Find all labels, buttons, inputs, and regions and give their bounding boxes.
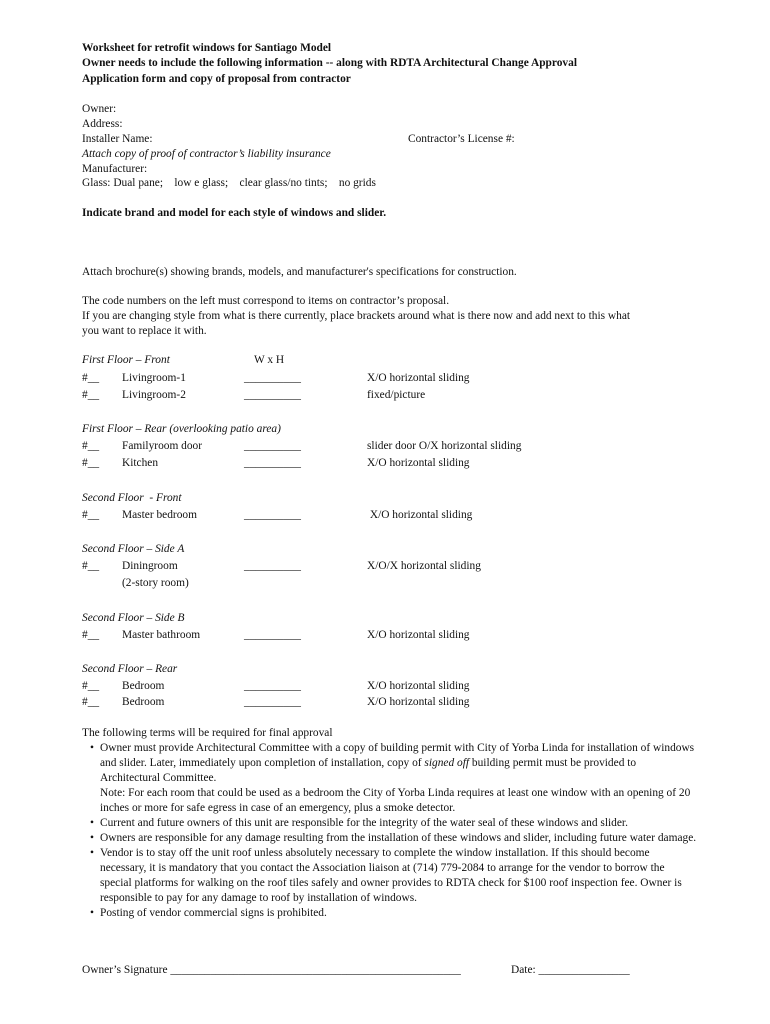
dimension-blank: __________	[244, 629, 301, 641]
bullet: •	[90, 832, 94, 844]
window-style: X/O horizontal sliding	[367, 680, 470, 692]
term-water-seal	[88, 816, 698, 831]
section-title: Second Floor – Side A	[82, 543, 185, 555]
window-style: X/O/X horizontal sliding	[367, 560, 481, 572]
room-name: Livingroom-2	[122, 389, 186, 401]
window-code-number: #__	[82, 560, 100, 572]
room-name: Bedroom	[122, 680, 165, 692]
dimension-blank: __________	[244, 372, 301, 384]
term-emphasis: signed off	[424, 757, 470, 769]
window-code-number: #__	[82, 440, 100, 452]
dimension-blank: __________	[244, 440, 301, 452]
term-damage-responsibility	[88, 831, 698, 846]
room-name: Familyroom door	[122, 440, 203, 452]
term-building-permit	[88, 741, 698, 816]
term-roof-access	[88, 846, 698, 906]
section-title: First Floor – Front	[82, 354, 170, 366]
bullet: •	[90, 907, 94, 919]
term-text: Owner must provide Architectural Committee with a copy of building permit with City of Yorba Linda for installation of windows and slider. Later, immediately upon completion of installation, copy of	[100, 742, 695, 769]
section-title: Second Floor - Front	[82, 492, 182, 504]
window-style: X/O horizontal sliding	[367, 457, 470, 469]
bullet: •	[90, 742, 94, 754]
window-code-number: #__	[82, 509, 100, 521]
room-name: Master bathroom	[122, 629, 201, 641]
window-code-number: #__	[82, 372, 100, 384]
signature-date-line[interactable]: Date: ________________	[511, 964, 630, 976]
code-note-line1: The code numbers on the left must correspond to items on contractor’s proposal.	[82, 295, 450, 307]
window-style: X/O horizontal sliding	[367, 509, 473, 521]
window-style: slider door O/X horizontal sliding	[367, 440, 522, 452]
term-text: building permit must be provided to Architectural Committee.	[100, 757, 637, 784]
term-vendor-signs	[88, 906, 698, 921]
window-code-number: #__	[82, 696, 100, 708]
contractor-license-label: Contractor’s License #:	[408, 133, 515, 145]
window-style: X/O horizontal sliding	[367, 696, 470, 708]
attach-brochure-instruction: Attach brochure(s) showing brands, models, and manufacturer's specifications for construction.	[82, 266, 517, 278]
code-note-line3: you want to replace it with.	[82, 325, 207, 337]
room-name: Livingroom-1	[122, 372, 186, 384]
term-text: Vendor is to stay off the unit roof unless absolutely necessary to complete the window installation. If this should become necessary, it is mandatory that you contact the Association liaison at (714) 779-2084 to arrange for the vendor to borrow the special platforms for walking on the roof tiles safely and owner provides to RDTA check for $100 roof inspection fee. Owner is responsible to pay for any damage to roof by installation of windows.	[100, 847, 682, 904]
window-code-number: #__	[82, 389, 100, 401]
window-style: X/O horizontal sliding	[367, 372, 470, 384]
window-code-number: #__	[82, 629, 100, 641]
owner-signature-line[interactable]: Owner’s Signature ___________________________________________________	[82, 964, 461, 976]
header-instructions-line2: Application form and copy of proposal from contractor	[82, 73, 351, 85]
section-title: Second Floor – Rear	[82, 663, 178, 675]
room-name: Diningroom	[122, 560, 178, 572]
worksheet-title: Worksheet for retrofit windows for Santiago Model	[82, 42, 332, 54]
window-style: fixed/picture	[367, 389, 426, 401]
installer-name-label: Installer Name:	[82, 133, 153, 145]
room-note: (2-story room)	[122, 577, 189, 589]
section-title: First Floor – Rear (overlooking patio area)	[82, 423, 281, 435]
term-text: Owners are responsible for any damage resulting from the installation of these windows and slider, including future water damage.	[100, 832, 697, 844]
room-name: Master bedroom	[122, 509, 197, 521]
bullet: •	[90, 847, 94, 859]
window-code-number: #__	[82, 457, 100, 469]
window-code-number: #__	[82, 680, 100, 692]
wxh-column-header: W x H	[254, 354, 285, 366]
room-name: Kitchen	[122, 457, 159, 469]
terms-intro: The following terms will be required for final approval	[82, 727, 333, 739]
dimension-blank: __________	[244, 509, 301, 521]
dimension-blank: __________	[244, 680, 301, 692]
manufacturer-label: Manufacturer:	[82, 163, 148, 175]
dimension-blank: __________	[244, 696, 301, 708]
glass-specification: Glass: Dual pane; low e glass; clear glass/no tints; no grids	[82, 177, 376, 189]
section-title: Second Floor – Side B	[82, 612, 185, 624]
dimension-blank: __________	[244, 389, 301, 401]
owner-field-label: Owner:	[82, 103, 117, 115]
liability-insurance-note: Attach copy of proof of contractor’s liability insurance	[82, 148, 331, 160]
terms-list	[88, 741, 698, 921]
term-text: Current and future owners of this unit are responsible for the integrity of the water seal of these windows and slider.	[100, 817, 628, 829]
dimension-blank: __________	[244, 560, 301, 572]
indicate-brand-instruction: Indicate brand and model for each style of windows and slider.	[82, 207, 387, 219]
address-field-label: Address:	[82, 118, 123, 130]
bullet: •	[90, 817, 94, 829]
term-text: Posting of vendor commercial signs is prohibited.	[100, 907, 327, 919]
window-style: X/O horizontal sliding	[367, 629, 470, 641]
code-note-line2: If you are changing style from what is there currently, place brackets around what is there now and add next to this what	[82, 310, 631, 322]
term-egress-note: Note: For each room that could be used as a bedroom the City of Yorba Linda requires at least one window with an opening of 20 inches or more for safe egress in case of an emergency, plus a smoke detector.	[100, 787, 691, 814]
dimension-blank: __________	[244, 457, 301, 469]
room-name: Bedroom	[122, 696, 165, 708]
header-instructions-line1: Owner needs to include the following information -- along with RDTA Architectural Change Approval	[82, 57, 577, 69]
